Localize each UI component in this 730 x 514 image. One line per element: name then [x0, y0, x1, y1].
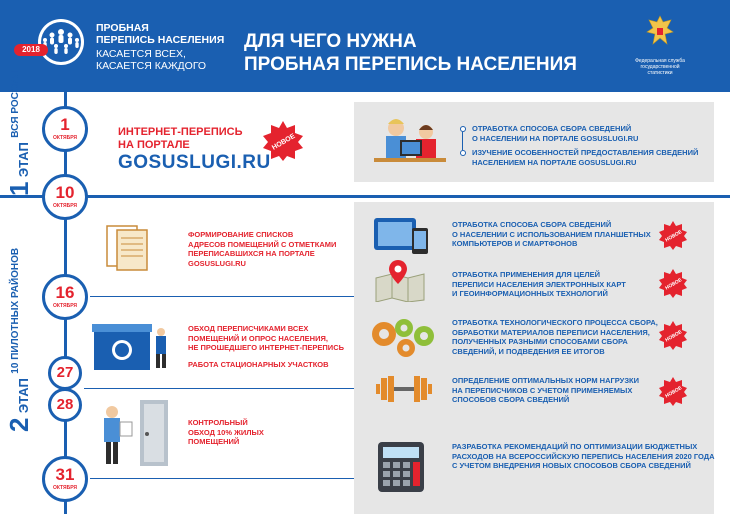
connector-line: [90, 296, 354, 297]
logo-year-badge: 2018: [14, 44, 48, 56]
new-badge-label: НОВОЕ: [664, 329, 684, 344]
control-visit-icon: [100, 398, 170, 468]
tablet-phone-icon: [372, 216, 432, 256]
stage-1-goals-panel: [354, 102, 714, 182]
header: [0, 0, 730, 92]
new-badge-label: НОВОЕ: [664, 229, 684, 244]
new-badge-icon: [658, 320, 688, 350]
dumbbell-icon: [374, 374, 434, 404]
goal-maps: ОТРАБОТКА ПРИМЕНЕНИЯ ДЛЯ ЦЕЛЕЙ ПЕРЕПИСИ НАСЕЛЕНИЯ ЭЛЕКТРОННЫХ КАРТ И ГЕОИНФОРМАЦИОННЫХ ТЕХНОЛОГИЙ: [452, 270, 626, 298]
goal-portal-collection: ОТРАБОТКА СПОСОБА СБОРА СВЕДЕНИЙ О НАСЕЛЕНИИ НА ПОРТАЛЕ GOSUSLUGI.RU: [472, 124, 639, 143]
date-oct-1: 1 ОКТЯБРЯ: [42, 106, 88, 152]
bullet-point: [460, 150, 466, 156]
date-oct-31: 31 ОКТЯБРЯ: [42, 456, 88, 502]
door-to-door-text: ОБХОД ПЕРЕПИСЧИКАМИ ВСЕХ ПОМЕЩЕНИЙ И ОПРОС НАСЕЛЕНИЯ, НЕ ПРОШЕДШЕГО ИНТЕРНЕТ-ПЕРЕПИСЬ: [188, 324, 344, 352]
control-visit-text: КОНТРОЛЬНЫЙ ОБХОД 10% ЖИЛЫХ ПОМЕЩЕНИЙ: [188, 418, 264, 446]
people-at-computer-icon: [370, 112, 450, 172]
stations-text: РАБОТА СТАЦИОНАРНЫХ УЧАСТКОВ: [188, 360, 329, 369]
logo-slogan: КАСАЕТСЯ ВСЕХ, КАСАЕТСЯ КАЖДОГО: [96, 48, 207, 72]
bullet-connector: [462, 132, 463, 150]
goal-budget: РАЗРАБОТКА РЕКОМЕНДАЦИЙ ПО ОПТИМИЗАЦИИ БЮДЖЕТНЫХ РАСХОДОВ НА ВСЕРОССИЙСКУЮ ПЕРЕПИСЬ НАСЕЛЕНИЯ 2020 ГОДА С УЧЕТОМ ВНЕДРЕНИЯ НОВЫХ СПОСОБОВ СБОРА СВЕДЕНИЙ: [452, 442, 715, 470]
internet-census-title: ИНТЕРНЕТ-ПЕРЕПИСЬ НА ПОРТАЛЕ: [118, 126, 243, 151]
portal-url: GOSUSLUGI.RU: [118, 152, 271, 173]
map-pin-icon: [372, 258, 432, 302]
goal-tablets: ОТРАБОТКА СПОСОБА СБОРА СВЕДЕНИЙ О НАСЕЛЕНИИ С ИСПОЛЬЗОВАНИЕМ ПЛАНШЕТНЫХ КОМПЬЮТЕРОВ И СМАРТФОНОВ: [452, 220, 651, 248]
stage-1-label: 1 ЭТАП ВСЯ РОССИЯ: [4, 70, 34, 196]
date-oct-16: 16 ОКТЯБРЯ: [42, 274, 88, 320]
new-badge-icon: [658, 376, 688, 406]
gears-icon: [368, 314, 438, 358]
date-oct-10: 10 ОКТЯБРЯ: [42, 174, 88, 220]
calculator-icon: [376, 440, 426, 494]
page-title: ДЛЯ ЧЕГО НУЖНА ПРОБНАЯ ПЕРЕПИСЬ НАСЕЛЕНИЯ: [244, 31, 577, 75]
goal-workload: ОПРЕДЕЛЕНИЕ ОПТИМАЛЬНЫХ НОРМ НАГРУЗКИ НА ПЕРЕПИСЧИКОВ С УЧЕТОМ ПРИМЕНЯЕМЫХ СПОСОБОВ СБОРА СВЕДЕНИЙ: [452, 376, 639, 404]
goal-portal-study: ИЗУЧЕНИЕ ОСОБЕННОСТЕЙ ПРЕДОСТАВЛЕНИЯ СВЕДЕНИЙ НАСЕЛЕНИЕМ НА ПОРТАЛЕ GOSUSLUGI.RU: [472, 148, 699, 167]
agency-name: Федеральная служба государственной статистики: [635, 58, 685, 76]
address-lists-text: ФОРМИРОВАНИЕ СПИСКОВ АДРЕСОВ ПОМЕЩЕНИЙ С ОТМЕТКАМИ ПЕРЕПИСАВШИХСЯ НА ПОРТАЛЕ GOSUSLUGI.RU: [188, 230, 337, 268]
date-oct-27: 27: [48, 356, 82, 390]
bullet-point: [460, 126, 466, 132]
date-oct-28: 28: [48, 388, 82, 422]
new-badge-icon: [658, 220, 688, 250]
documents-icon: [102, 222, 164, 272]
connector-line: [84, 388, 354, 389]
new-badge-label: НОВОЕ: [664, 277, 684, 292]
new-badge-icon: [658, 268, 688, 298]
census-station-icon: [92, 322, 172, 372]
new-badge-label: НОВОЕ: [270, 132, 297, 152]
goal-processing: ОТРАБОТКА ТЕХНОЛОГИЧЕСКОГО ПРОЦЕССА СБОРА, ОБРАБОТКИ МАТЕРИАЛОВ ПЕРЕПИСИ НАСЕЛЕНИЯ, ПОЛУЧЕННЫХ РАЗНЫМИ СПОСОБАМИ СБОРА СВЕДЕНИЙ, И ПОДВЕДЕНИЯ ЕЕ ИТОГОВ: [452, 318, 658, 356]
connector-line: [90, 478, 354, 479]
new-badge-label: НОВОЕ: [664, 385, 684, 400]
new-badge-icon: [262, 120, 304, 162]
logo-title: ПРОБНАЯ ПЕРЕПИСЬ НАСЕЛЕНИЯ: [96, 22, 225, 46]
stage-2-label: 2 ЭТАП 10 ПИЛОТНЫХ РАЙОНОВ: [4, 247, 34, 432]
stage-separator: [0, 195, 730, 198]
emblem-icon: [645, 14, 675, 48]
stage-2-goals-panel: [354, 202, 714, 514]
